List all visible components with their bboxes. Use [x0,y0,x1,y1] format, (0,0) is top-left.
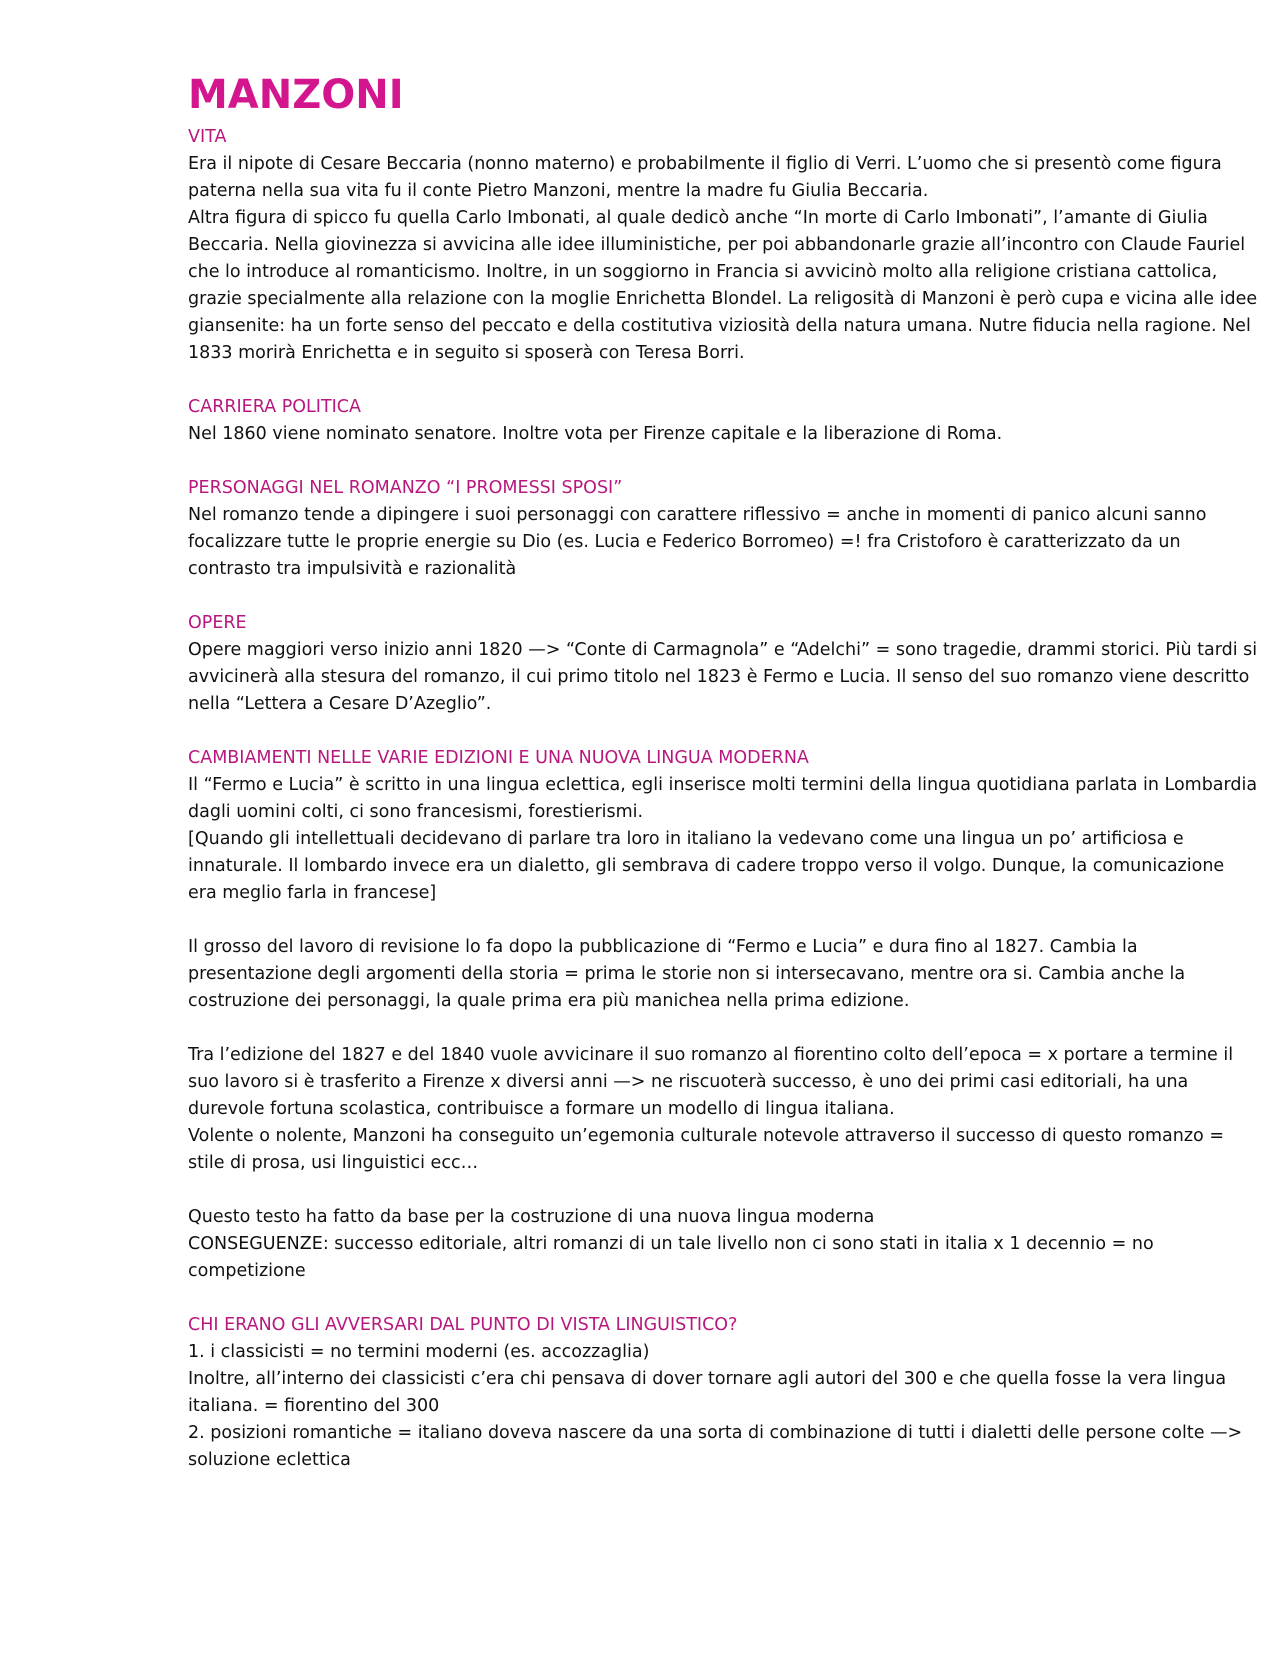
paragraph: Il “Fermo e Lucia” è scritto in una lingua eclettica, egli inserisce molti termini della lingua quotidiana parlata in Lombardia dagli uomini colti, ci sono francesismi, forestierismi. [188,775,1258,822]
document-title: MANZONI [188,72,404,118]
spacer [188,448,1258,475]
spacer [188,583,1258,610]
spacer [188,907,1258,934]
paragraph: Il grosso del lavoro di revisione lo fa dopo la pubblicazione di “Fermo e Lucia” e dura fino al 1827. Cambia la presentazione degli argomenti della storia = prima le storie non si intersecavano, mentre ora si. Cambia anche la costruzione dei personaggi, la quale prima era più manichea nella prima edizione. [188,937,1186,1011]
paragraph: 1. i classicisti = no termini moderni (es. accozzaglia) [188,1342,650,1362]
paragraph: Opere maggiori verso inizio anni 1820 —> “Conte di Carmagnola” e “Adelchi” = sono tragedie, drammi storici. Più tardi si avvicinerà alla stesura del romanzo, il cui primo titolo nel 1823 è Fermo e Lucia. Il senso del suo romanzo viene descritto nella “Lettera a Cesare D’Azeglio”. [188,640,1258,714]
section-heading-opere: OPERE [188,613,247,633]
paragraph: Questo testo ha fatto da base per la costruzione di una nuova lingua moderna [188,1207,875,1227]
section-heading-avversari: CHI ERANO GLI AVVERSARI DAL PUNTO DI VISTA LINGUISTICO? [188,1315,738,1335]
spacer [188,1177,1258,1204]
section-heading-cambiamenti: CAMBIAMENTI NELLE VARIE EDIZIONI E UNA NUOVA LINGUA MODERNA [188,748,809,768]
paragraph: 2. posizioni romantiche = italiano doveva nascere da una sorta di combinazione di tutti i dialetti delle persone colte —> soluzione eclettica [188,1423,1243,1470]
document-page [188,66,1258,1474]
section-heading-vita: VITA [188,127,227,147]
section-heading-personaggi: PERSONAGGI NEL ROMANZO “I PROMESSI SPOSI” [188,478,623,498]
spacer [188,1285,1258,1312]
paragraph: Volente o nolente, Manzoni ha conseguito un’egemonia culturale notevole attraverso il successo di questo romanzo = stile di prosa, usi linguistici ecc… [188,1126,1224,1173]
paragraph: Era il nipote di Cesare Beccaria (nonno materno) e probabilmente il figlio di Verri. L’uomo che si presentò come figura paterna nella sua vita fu il conte Pietro Manzoni, mentre la madre fu Giulia Beccaria. [188,154,1222,201]
paragraph: Altra figura di spicco fu quella Carlo Imbonati, al quale dedicò anche “In morte di Carlo Imbonati”, l’amante di Giulia Beccaria. Nella giovinezza si avvicina alle idee illuministiche, per poi abbandonarle grazie all’incontro con Claude Fauriel che lo introduce al romanticismo. Inoltre, in un soggiorno in Francia si avvicinò molto alla religione cristiana cattolica, grazie specialmente alla relazione con la moglie Enrichetta Blondel. La religosità di Manzoni è però cupa e vicina alle idee giansenite: ha un forte senso del peccato e della costitutiva viziosità della natura umana. Nutre fiducia nella ragione. Nel 1833 morirà Enrichetta e in seguito si sposerà con Teresa Borri. [188,208,1258,363]
paragraph: Inoltre, all’interno dei classicisti c’era chi pensava di dover tornare agli autori del 300 e che quella fosse la vera lingua italiana. = fiorentino del 300 [188,1369,1227,1416]
paragraph: Nel 1860 viene nominato senatore. Inoltre vota per Firenze capitale e la liberazione di Roma. [188,424,1003,444]
spacer [188,718,1258,745]
spacer [188,367,1258,394]
paragraph: Nel romanzo tende a dipingere i suoi personaggi con carattere riflessivo = anche in momenti di panico alcuni sanno focalizzare tutte le proprie energie su Dio (es. Lucia e Federico Borromeo) =! fra Cristoforo è caratterizzato da un contrasto tra impulsività e razionalità [188,505,1207,579]
section-heading-carriera-politica: CARRIERA POLITICA [188,397,361,417]
paragraph: [Quando gli intellettuali decidevano di parlare tra loro in italiano la vedevano come una lingua un po’ artificiosa e innaturale. Il lombardo invece era un dialetto, gli sembrava di cadere troppo verso il volgo. Dunque, la comunicazione era meglio farla in francese] [188,829,1225,903]
paragraph: CONSEGUENZE: successo editoriale, altri romanzi di un tale livello non ci sono stati in italia x 1 decennio = no competizione [188,1234,1154,1281]
spacer [188,1015,1258,1042]
paragraph: Tra l’edizione del 1827 e del 1840 vuole avvicinare il suo romanzo al fiorentino colto dell’epoca = x portare a termine il suo lavoro si è trasferito a Firenze x diversi anni —> ne riscuoterà successo, è uno dei primi casi editoriali, ha una durevole fortuna scolastica, contribuisce a formare un modello di lingua italiana. [188,1045,1234,1119]
